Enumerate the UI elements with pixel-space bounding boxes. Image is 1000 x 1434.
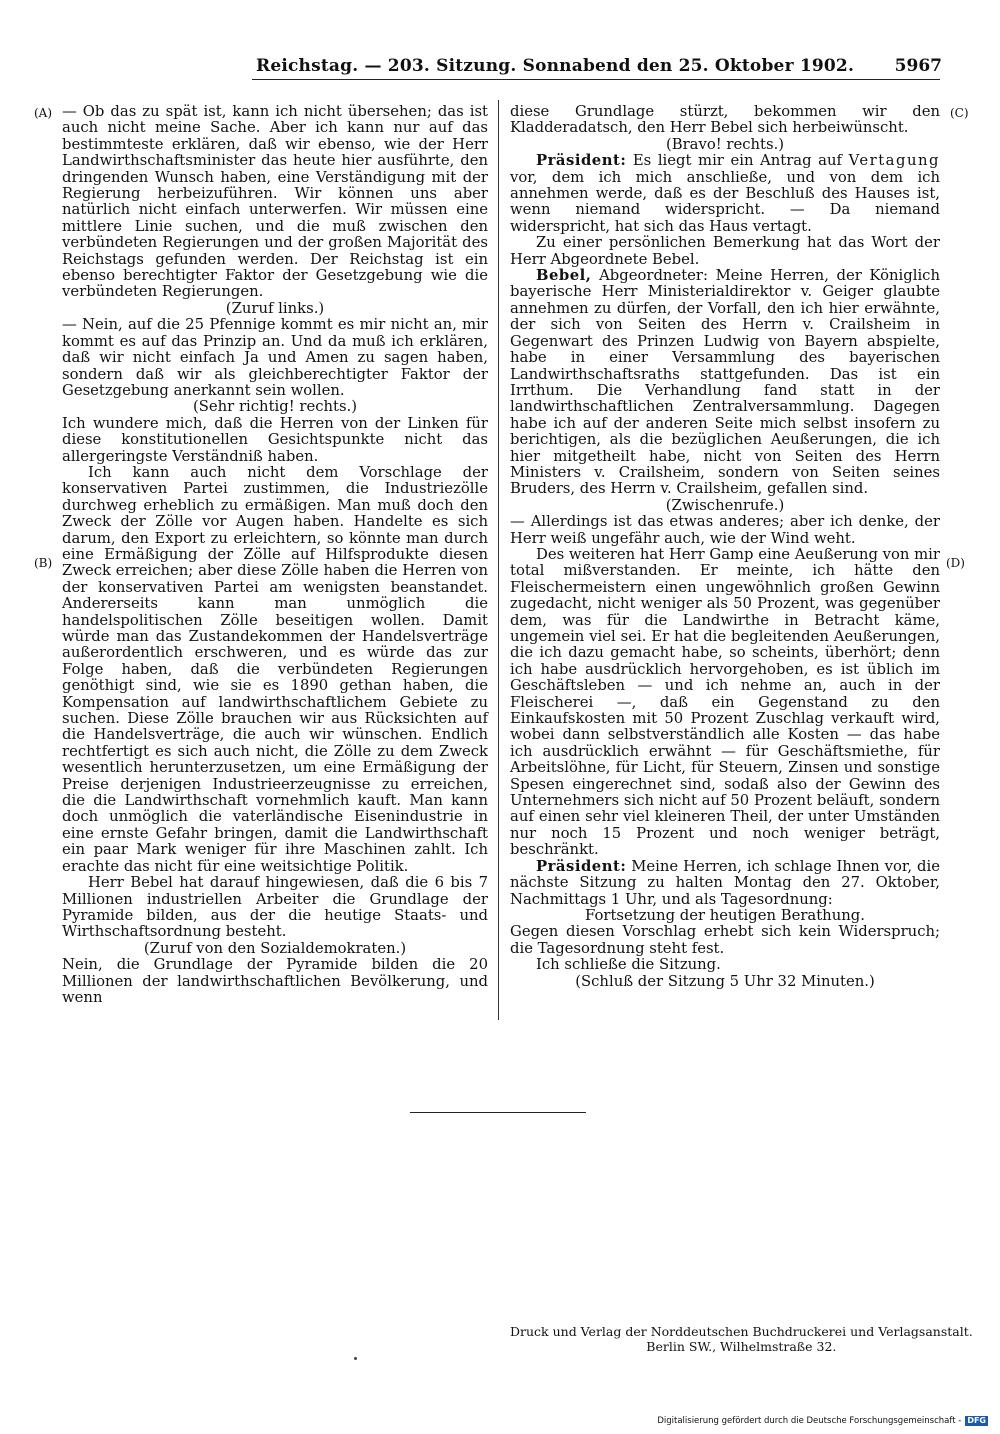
margin-label-d: (D): [946, 556, 965, 570]
paragraph: Des weiteren hat Herr Gamp eine Aeußerung von mir total mißverstanden. Er meinte, ich hätte den Fleischermeistern einen ungewöhnlich großen Gewinn zugedacht, nicht weniger als 50 Prozent, was gegenüber dem, was für die Landwirthe in Betracht käme, ungemein viel sei. Er hat die begleitenden Aeußerungen, die ich dazu gemacht habe, so scheints, überhört; denn ich habe ausdrücklich hervorgehoben, es ist üblich im Geschäftsleben — und ich nehme an, auch in der Fleischerei —, daß ein Gegenstand zu den Einkaufskosten mit 50 Prozent Zuschlag verkauft wird, wobei dann selbstverständlich alle Kosten — das habe ich ausdrücklich erwähnt — für Geschäftsmiethe, für Arbeitslöhne, für Licht, für Steuern, Zinsen und sonstige Spesen eingerechnet sind, sodaß also der Gewinn des Unternehmers sich nicht auf 50 Prozent beläuft, sondern auf einen sehr viel kleineren Theil, der unter Umständen nur noch 15 Prozent und noch weniger beträgt, beschränkt.: [510, 545, 940, 859]
agenda-item: Fortsetzung der heutigen Berathung.: [585, 906, 865, 924]
paragraph: — Ob das zu spät ist, kann ich nicht übersehen; das ist auch nicht meine Sache. Aber ich kann nur auf das bestimmteste erklären, daß wir ebenso, wie der Herr Landwirthschaftsminister das heute hier ausführte, den dringenden Wunsch haben, eine Verständigung mit der Regierung herbeizuführen. Wir können uns aber natürlich nicht einfach unterwerfen. Wir müssen eine mittlere Linie suchen, und die muß zwischen den verbündeten Regierungen und der großen Majorität des Reichstags gefunden werden. Der Reichstag ist ein ebenso berechtigter Faktor der Gesetzgebung wie die verbündeten Regierungen.: [62, 103, 488, 301]
paragraph: Gegen diesen Vorschlag erhebt sich kein Widerspruch; die Tagesordnung steht fest.: [510, 923, 940, 957]
dfg-logo: DFG: [967, 1416, 986, 1425]
margin-label-b: (B): [34, 556, 53, 570]
column-divider: [498, 100, 499, 1020]
interjection: (Zwischenrufe.): [665, 496, 785, 514]
paragraph: — Allerdings ist das etwas anderes; aber ich denke, der Herr weiß ungefähr auch, wie der Wind weht.: [510, 513, 940, 547]
speaker-name: Bebel,: [536, 267, 592, 285]
paragraph: Zu einer persönlichen Bemerkung hat das Wort der Herr Abgeordnete Bebel.: [510, 234, 940, 268]
margin-label-a: (A): [34, 106, 53, 120]
imprint: [510, 1324, 973, 1354]
header-title: Reichstag. — 203. Sitzung. Sonnabend den 25. Oktober 1902.: [256, 56, 855, 76]
funding-text: Digitalisierung gefördert durch die Deutsche Forschungsgemeinschaft -: [657, 1416, 962, 1426]
page-number: 5967: [894, 56, 942, 76]
paragraph: Ich kann auch nicht dem Vorschlage der konservativen Partei zustimmen, die Industriezölle durchweg erheblich zu ermäßigen. Man muß doch den Zweck der Zölle vor Augen haben. Handelte es sich darum, den Export zu erleichtern, so könnte man durch eine Ermäßigung der Zölle auf Hilfsprodukte diesen Zweck erreichen; aber diese Zölle haben die Herren von der konservativen Partei am wenigsten beanstandet. Andererseits kann man unmöglich die handelspolitischen Zölle beseitigen wollen. Damit würde man das Zustandekommen der Handelsverträge außerordentlich erschweren, und es würde das zur Folge haben, daß die verbündeten Regierungen genöthigt sind, wie sie es 1890 gethan haben, die Kompensation auf landwirthschaftlichem Gebiete zu suchen. Diese Zölle brauchen wir aus Rücksichten auf die Handelsverträge, die auch wir wünschen. Endlich rechtfertigt es sich auch nicht, die Zölle zu dem Zweck wesentlich herunterzusetzen, um eine Ermäßigung der Preise derjenigen Industrieerzeugnisse zu erreichen, die die Landwirthschaft vornehmlich kauft. Man kann doch unmöglich die vaterländische Eisenindustrie in eine ernste Gefahr bringen, damit die Landwirthschaft ein paar Mark weniger für ihre Maschinen zahlt. Ich erachte das nicht für eine weitsichtige Politik.: [62, 463, 488, 875]
interjection: (Zuruf links.): [225, 299, 325, 317]
margin-label-c: (C): [950, 106, 969, 120]
paragraph: diese Grundlage stürzt, bekommen wir den Kladderadatsch, den Herr Bebel sich herbeiwünscht.: [510, 103, 940, 137]
paragraph: Herr Bebel hat darauf hingewiesen, daß die 6 bis 7 Millionen industriellen Arbeiter die Grundlage der Pyramide bilden, aus der die heutige Staats- und Wirthschaftsordnung besteht.: [62, 874, 488, 941]
right-column: [510, 104, 940, 990]
speaker-name: Präsident:: [536, 152, 627, 170]
left-column: [62, 104, 488, 1006]
speech-bebel: Bebel, Abgeordneter: Meine Herren, der Königlich bayerische Herr Ministerialdirektor v. Geiger glaubte annehmen zu dürfen, der Vorfall, den ich hier erwähnte, der sich von Seiten des Herrn v. Crailsheim in Gegenwart des Prinzen Ludwig von Bayern abspielte, habe in einer Versammlung des bayerischen Landwirthschaftsraths stattgefunden. Das ist ein Irrthum. Die Verhandlung fand statt in der landwirthschaftlichen Zentralversammlung. Dagegen habe ich auf der anderen Seite mich selbst insofern zu berichtigen, als die bezüglichen Aeußerungen, die ich hier mitgetheilt habe, nicht von Seiten des Herrn Ministers v. Crailsheim, sondern von Seiten seines Bruders, des Herrn v. Crailsheim, gefallen sind.: [510, 267, 940, 498]
interjection: (Zuruf von den Sozialdemokraten.): [143, 939, 407, 957]
speck: [354, 1357, 357, 1360]
closing-note: (Schluß der Sitzung 5 Uhr 32 Minuten.): [575, 972, 875, 990]
paragraph: Ich wundere mich, daß die Herren von der Linken für diese konstitutionellen Gesichtspunkte nicht das allergeringste Verständniß haben.: [62, 414, 488, 465]
funding-note: [657, 1416, 988, 1426]
interjection: (Sehr richtig! rechts.): [192, 398, 358, 416]
imprint-line: Druck und Verlag der Norddeutschen Buchdruckerei und Verlagsanstalt.: [510, 1324, 973, 1339]
paragraph: Ich schließe die Sitzung.: [536, 956, 721, 974]
end-rule: [410, 1112, 586, 1113]
speech-president-1: Präsident: Es liegt mir ein Antrag auf Vertagung vor, dem ich mich anschließe, und von dem ich annehmen werde, daß es der Beschluß des Hauses ist, wenn niemand widerspricht. — Da niemand widerspricht, hat sich das Haus vertagt.: [510, 152, 940, 235]
paragraph: — Nein, auf die 25 Pfennige kommt es mir nicht an, mir kommt es auf das Prinzip an. Und da muß ich erklären, daß wir nicht einfach Ja und Amen zu sagen haben, sondern daß wir als gleichberechtigter Faktor der Gesetzgebung anerkannt sein wollen.: [62, 316, 488, 399]
imprint-line: Berlin SW., Wilhelmstraße 32.: [646, 1339, 837, 1354]
header-rule: [252, 79, 940, 80]
speech-president-2: Präsident: Meine Herren, ich schlage Ihnen vor, die nächste Sitzung zu halten Montag den 27. Oktober, Nachmittags 1 Uhr, und als Tagesordnung:: [510, 857, 940, 908]
interjection: (Bravo! rechts.): [665, 135, 785, 153]
paragraph: Nein, die Grundlage der Pyramide bilden die 20 Millionen der landwirthschaftlichen Bevölkerung, und wenn: [62, 956, 488, 1006]
speaker-name: Präsident:: [536, 857, 627, 875]
